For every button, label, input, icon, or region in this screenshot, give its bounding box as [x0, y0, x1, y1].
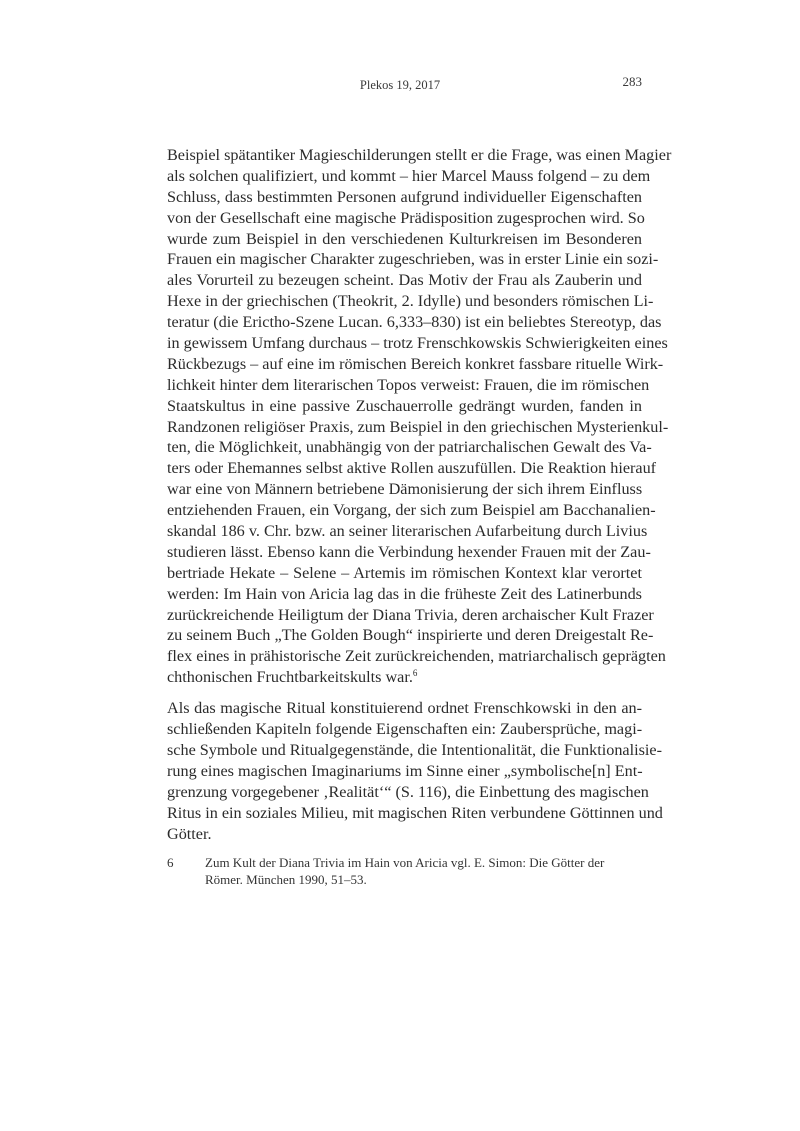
- text-line: Götter.: [167, 824, 212, 843]
- text-line: Randzonen religiöser Praxis, zum Beispiel in den griechischen Mysterienkul-: [167, 417, 669, 436]
- text-line: grenzung vorgegebener ‚Realität‘“ (S. 116), die Einbettung des magischen: [167, 782, 649, 801]
- text-line: Frauen ein magischer Charakter zugeschrieben, was in erster Linie ein sozi-: [167, 250, 659, 269]
- footnote-text: Zum Kult der Diana Trivia im Hain von Aricia vgl. E. Simon: Die Götter der Römer. München 1990, 51–53.: [205, 855, 605, 887]
- text-line: Beispiel spätantiker Magieschilderungen stellt er die Frage, was einen Magier: [167, 146, 672, 164]
- text-line: studieren lässt. Ebenso kann die Verbindung hexender Frauen mit der Zau-: [167, 542, 651, 561]
- body-text: [167, 145, 672, 844]
- text-line: ters oder Ehemannes selbst aktive Rollen auszufüllen. Die Reaktion hierauf: [167, 459, 657, 478]
- text-line: Als das magische Ritual konstituierend ordnet Frenschkowski in den an-: [167, 699, 642, 718]
- text-line: wurde zum Beispiel in den verschiedenen Kulturkreisen im Besonderen: [167, 229, 642, 248]
- text-line: zu seinem Buch „The Golden Bough“ inspirierte und deren Dreigestalt Re-: [167, 626, 654, 645]
- text-line: werden: Im Hain von Aricia lag das in die früheste Zeit des Latinerbunds: [167, 584, 642, 603]
- footnote: [167, 855, 642, 888]
- text-line: lichkeit hinter dem literarischen Topos verweist: Frauen, die im römischen: [167, 375, 650, 394]
- text-line: Hexe in der griechischen (Theokrit, 2. Idylle) und besonders römischen Li-: [167, 292, 654, 311]
- journal-title: Plekos 19, 2017: [359, 78, 441, 92]
- text-line: Rückbezugs – auf eine im römischen Bereich konkret fassbare rituelle Wirk-: [167, 354, 664, 373]
- text-line: schließenden Kapiteln folgende Eigenschaften ein: Zaubersprüche, magi-: [167, 720, 643, 739]
- text-line: Schluss, dass bestimmten Personen aufgrund individueller Eigenschaften: [167, 187, 642, 206]
- text-line: skandal 186 v. Chr. bzw. an seiner literarischen Aufarbeitung durch Livius: [167, 522, 648, 541]
- text-line: entziehenden Frauen, ein Vorgang, der sich zum Beispiel am Bacchanalien-: [167, 501, 656, 520]
- text-line: chthonischen Fruchtbarkeitskults war.: [167, 668, 413, 687]
- text-line: rung eines magischen Imaginariums im Sinne einer „symbolische[n] Ent-: [167, 761, 643, 780]
- text-line: Ritus in ein soziales Milieu, mit magischen Riten verbundene Göttinnen und: [167, 803, 663, 822]
- text-line: ales Vorurteil zu bezeugen scheint. Das Motiv der Frau als Zauberin und: [167, 271, 642, 290]
- text-line: von der Gesellschaft eine magische Prädisposition zugesprochen wird. So: [167, 208, 645, 227]
- footnote-reference[interactable]: 6: [412, 668, 418, 679]
- paragraph-1: [167, 145, 672, 688]
- text-line: teratur (die Erictho-Szene Lucan. 6,333–830) ist ein beliebtes Stereotyp, das: [167, 313, 662, 332]
- running-head: [0, 74, 800, 98]
- footnote-number: 6: [167, 855, 174, 870]
- paragraph-2: [167, 698, 663, 844]
- page-number: 283: [622, 74, 642, 89]
- text-line: Staatskultus in eine passive Zuschauerrolle gedrängt wurden, fanden in: [167, 396, 642, 415]
- text-line-last: [167, 667, 642, 688]
- text-line: flex eines in prähistorische Zeit zurückreichenden, matriarchalisch geprägten: [167, 647, 666, 666]
- text-line: sche Symbole und Ritualgegenstände, die Intentionalität, die Funktionalisie-: [167, 740, 662, 759]
- text-line: in gewissem Umfang durchaus – trotz Frenschkowskis Schwierigkeiten eines: [167, 334, 668, 353]
- text-line: bertriade Hekate – Selene – Artemis im römischen Kontext klar verortet: [167, 563, 642, 582]
- text-line: als solchen qualifiziert, und kommt – hier Marcel Mauss folgend – zu dem: [167, 166, 651, 185]
- text-line: zurückreichende Heiligtum der Diana Trivia, deren archaischer Kult Frazer: [167, 605, 654, 624]
- footnotes: [167, 855, 642, 888]
- text-line: war eine von Männern betriebene Dämonisierung der sich ihrem Einfluss: [167, 480, 643, 499]
- text-line: ten, die Möglichkeit, unabhängig von der patriarchalischen Gewalt des Va-: [167, 438, 652, 457]
